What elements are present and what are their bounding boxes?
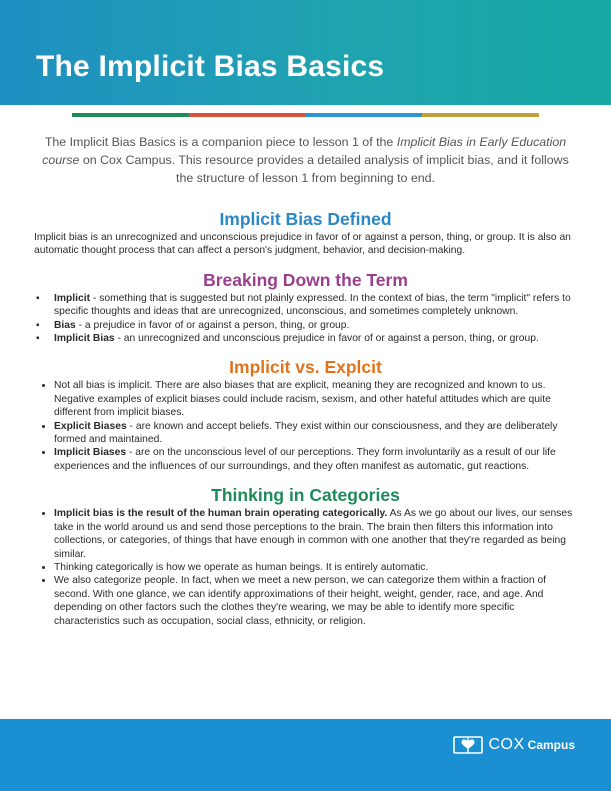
comparison-list — [34, 379, 577, 473]
list-item-text: - are on the unconscious level of our perceptions. They form involuntarily as a result of our life experiences and the influences of our surroundings, and they often manifest as automatic, gut reactions. — [54, 447, 556, 472]
list-item — [54, 561, 577, 574]
page-title: The Implicit Bias Basics — [36, 50, 385, 83]
color-divider — [72, 113, 539, 117]
list-item — [54, 507, 577, 561]
main-content — [34, 207, 577, 628]
brand-campus: Campus — [527, 738, 575, 752]
list-item-text: - something that is suggested but not plainly expressed. In the context of bias, the term "implicit" refers to specific thoughts and ideas that are unrecognized, unconscious, and sometimes completely unknown. — [54, 292, 571, 318]
section-implicit-vs-explicit — [34, 355, 577, 473]
section-heading: Implicit Bias Defined — [219, 209, 392, 229]
section-heading: Implicit vs. Explcit — [229, 357, 382, 378]
list-item-term: Implicit bias is the result of the human brain operating categorically. — [54, 508, 388, 520]
list-item — [54, 574, 577, 628]
section-thinking-in-categories — [34, 483, 577, 628]
book-heart-icon — [453, 736, 483, 754]
section-heading: Breaking Down the Term — [203, 269, 408, 290]
section-breaking-down-term — [34, 268, 577, 346]
list-item-text: Thinking categorically is how we operate as human beings. It is entirely automatic. — [54, 561, 429, 573]
list-item-text: - a prejudice in favor of or against a person, thing, or group. — [75, 319, 350, 331]
intro-text-2: on Cox Campus. This resource provides a detailed analysis of implicit bias, and it follows the structure of lesson 1 from beginning to end. — [79, 153, 569, 185]
intro-text-1: The Implicit Bias Basics is a companion piece to lesson 1 of the — [44, 135, 397, 149]
list-item-text: - an unrecognized and unconscious prejudice in favor of or against a person, thing, or group. — [114, 333, 539, 345]
cox-campus-logo[interactable] — [453, 736, 575, 754]
list-item — [54, 332, 577, 345]
header-banner — [0, 0, 611, 105]
list-item-term: Explicit Biases — [54, 420, 127, 432]
list-item-term: Implicit Biases — [54, 447, 127, 459]
list-item-term: Implicit — [54, 292, 91, 304]
list-item-term: Implicit Bias — [54, 333, 115, 345]
list-item — [54, 446, 577, 473]
list-item-text: We also categorize people. In fact, when we meet a new person, we can categorize them within a fraction of second. With one glance, we can identify approximations of their height, weight, gender, race, and age. And depending on other factors such the clothes they're wearing, we may be able to identify more specific characteristics such as occupation, social class, ethnicity, or religion. — [54, 575, 547, 627]
divider-segment-gold — [422, 113, 539, 117]
list-item-text: - are known and accept beliefs. They exist within our consciousness, and they are deliberately formed and maintained. — [54, 420, 558, 446]
divider-segment-blue — [306, 113, 423, 117]
list-item-text: As As we go about our lives, our senses take in the world around us and send those perceptions to the brain. The brain then filters this information into collections, or categories, of things that have enough in common with one another that they're regarded as being similar. — [54, 508, 573, 560]
categories-list — [34, 507, 577, 628]
divider-segment-green — [72, 113, 189, 117]
divider-segment-red — [189, 113, 306, 117]
term-list — [34, 292, 577, 346]
list-item — [54, 379, 577, 419]
footer-banner — [0, 719, 611, 791]
list-item-term: Bias — [54, 319, 76, 331]
section-implicit-bias-defined — [34, 207, 577, 258]
list-item — [54, 319, 577, 332]
section-body: Implicit bias is an unrecognized and unconscious prejudice in favor of or against a person, thing, or group. It is also an automatic thought process that can affect a person's judgment, behavior, and decision-making. — [34, 232, 571, 257]
intro-course-name: Implicit Bias in Early Education course — [42, 135, 567, 167]
section-heading: Thinking in Categories — [211, 485, 400, 506]
list-item — [54, 420, 577, 447]
list-item — [54, 292, 577, 319]
brand-cox: COX — [488, 736, 525, 753]
intro-paragraph — [34, 133, 577, 187]
list-item-text: Not all bias is implicit. There are also biases that are explicit, meaning they are recognized and known to us. Negative examples of explicit biases could include racism, sexism, and other hateful attitudes which are quite different from implicit biases. — [54, 380, 551, 419]
